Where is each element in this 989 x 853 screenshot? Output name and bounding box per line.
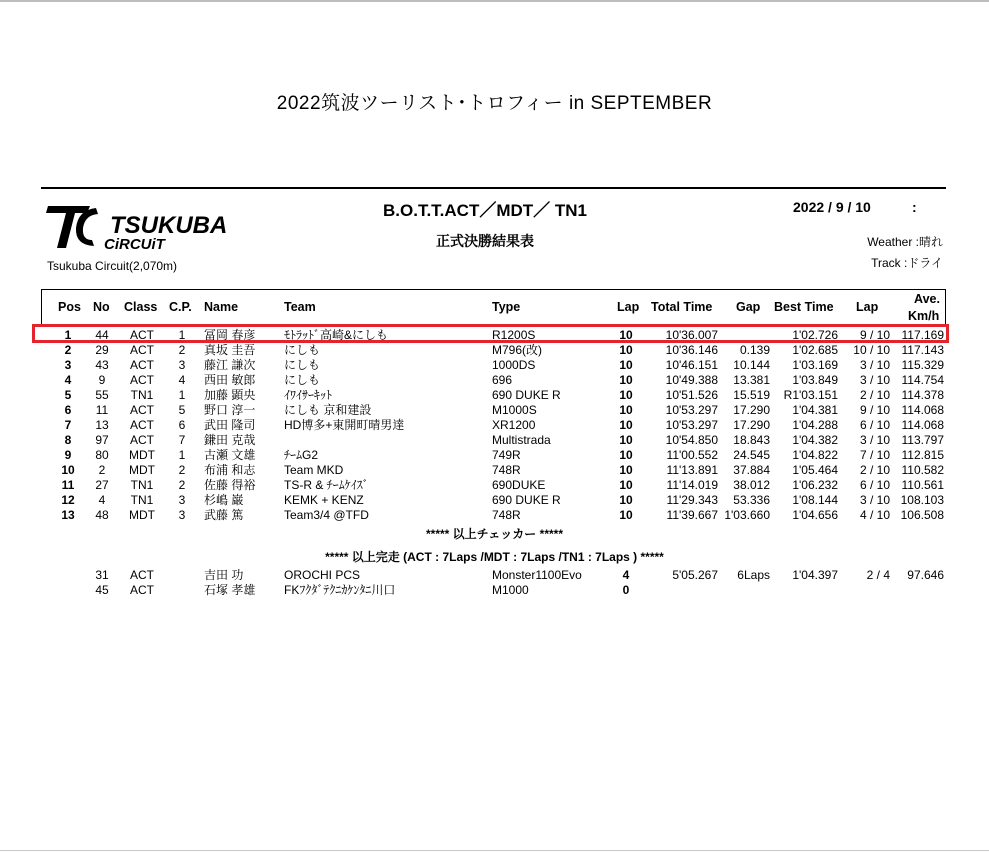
result-type: Multistrada	[492, 433, 551, 447]
result-cp: 2	[178, 463, 186, 477]
result-no: 11	[95, 403, 109, 417]
result-type: 690 DUKE R	[492, 388, 561, 402]
result-cp: 7	[178, 433, 186, 447]
result-gap: 38.012	[733, 478, 770, 492]
results-subtitle: 正式決勝結果表	[436, 233, 534, 249]
result-lap: 10	[619, 493, 633, 507]
col-team: Team	[284, 300, 316, 314]
race-date: 2022 / 9 / 10	[793, 199, 871, 215]
result-gap: 18.843	[733, 433, 770, 447]
result-pos: 6	[64, 403, 72, 417]
result-pos: 11	[61, 478, 75, 492]
result-pos: 12	[61, 493, 75, 507]
col-best-time: Best Time	[774, 300, 834, 314]
result-type: M796(改)	[492, 343, 543, 357]
table-row	[0, 493, 989, 508]
result-total-time: 10'54.850	[665, 433, 718, 447]
result-best-time: 1'04.381	[792, 403, 838, 417]
result-best-lap: 9 / 10	[859, 328, 890, 342]
result-best-time: R1'03.151	[783, 388, 838, 402]
result-cp: 4	[178, 373, 186, 387]
result-cp: 1	[178, 448, 186, 462]
result-name: 武田 隆司	[204, 418, 256, 432]
result-type: R1200S	[492, 328, 536, 342]
result-class: TN1	[130, 478, 154, 492]
dnf-row	[0, 568, 989, 583]
result-avg-speed: 115.329	[901, 358, 944, 372]
result-pos: 4	[64, 373, 72, 387]
result-gap: 1'03.660	[724, 508, 770, 522]
result-avg-speed: 110.582	[901, 463, 944, 477]
result-team: OROCHI PCS	[284, 568, 361, 582]
result-best-time: 1'03.169	[792, 358, 838, 372]
result-cp: 5	[178, 403, 186, 417]
result-class: ACT	[130, 328, 154, 342]
result-class: MDT	[129, 463, 155, 477]
col-pos: Pos	[58, 300, 81, 314]
table-row	[0, 478, 989, 493]
result-best-lap: 4 / 10	[859, 508, 890, 522]
result-best-time: 1'02.726	[792, 328, 838, 342]
result-best-time: 1'05.464	[792, 463, 838, 477]
result-lap: 10	[619, 463, 633, 477]
result-class: ACT	[130, 343, 154, 357]
result-no: 29	[95, 343, 109, 357]
result-total-time: 11'39.667	[666, 508, 718, 522]
result-best-lap: 3 / 10	[859, 433, 890, 447]
result-best-lap: 3 / 10	[859, 373, 890, 387]
result-lap: 10	[619, 373, 633, 387]
result-class: MDT	[129, 508, 155, 522]
result-gap: 6Laps	[737, 568, 770, 582]
result-best-lap: 10 / 10	[853, 343, 890, 357]
result-pos: 2	[64, 343, 72, 357]
result-type: 690 DUKE R	[492, 493, 561, 507]
result-name: 西田 敏郎	[204, 373, 256, 387]
result-team: FKﾌｸﾀﾞﾃｸﾆｶｹﾝﾀﾆ川口	[284, 583, 396, 597]
col-best-lap: Lap	[856, 300, 879, 314]
result-avg-speed: 113.797	[901, 433, 944, 447]
result-total-time: 10'53.297	[665, 403, 718, 417]
result-cp: 3	[178, 508, 186, 522]
result-team: にしも 京和建設	[284, 403, 372, 417]
col-total-time: Total Time	[651, 300, 713, 314]
result-type: XR1200	[492, 418, 536, 432]
result-avg-speed: 114.378	[901, 388, 944, 402]
result-best-lap: 3 / 10	[859, 358, 890, 372]
result-class: ACT	[130, 358, 154, 372]
result-name: 武藤 篤	[204, 508, 244, 522]
result-pos: 8	[64, 433, 72, 447]
result-avg-speed: 112.815	[901, 448, 944, 462]
top-border	[0, 0, 989, 2]
result-avg-speed: 114.068	[901, 418, 944, 432]
result-no: 80	[95, 448, 109, 462]
result-lap: 10	[619, 508, 633, 522]
result-lap: 10	[619, 418, 633, 432]
result-team: Team3/4 @TFD	[284, 508, 369, 522]
race-time: :	[912, 199, 917, 215]
logo-main-text: TSUKUBA	[110, 212, 228, 239]
result-type: M1000	[492, 583, 529, 597]
result-type: M1000S	[492, 403, 537, 417]
result-cp: 6	[178, 418, 186, 432]
result-no: 44	[95, 328, 109, 342]
result-type: Monster1100Evo	[492, 568, 582, 582]
result-cp: 1	[178, 328, 186, 342]
result-total-time: 10'36.146	[665, 343, 718, 357]
result-name: 加藤 顕央	[204, 388, 256, 402]
logo-sub-text: CiRCUiT	[104, 236, 165, 252]
result-pos: 9	[64, 448, 72, 462]
result-avg-speed: 117.143	[901, 343, 944, 357]
result-best-lap: 7 / 10	[859, 448, 890, 462]
result-name: 鎌田 克哉	[204, 433, 256, 447]
result-class: MDT	[129, 448, 155, 462]
result-gap: 10.144	[733, 358, 770, 372]
result-lap: 10	[619, 448, 633, 462]
result-gap: 53.336	[733, 493, 770, 507]
result-no: 13	[95, 418, 109, 432]
result-name: 古瀬 文雄	[204, 448, 256, 462]
result-cp: 2	[178, 343, 186, 357]
result-best-time: 1'04.288	[792, 418, 838, 432]
weather-info: Weather :晴れ	[867, 235, 943, 249]
col-lap: Lap	[617, 300, 640, 314]
result-avg-speed: 114.068	[901, 403, 944, 417]
result-pos: 10	[61, 463, 75, 477]
result-lap: 10	[619, 388, 633, 402]
result-pos: 1	[64, 328, 72, 342]
result-avg-speed: 106.508	[900, 508, 944, 522]
result-class: ACT	[130, 433, 154, 447]
result-no: 55	[95, 388, 109, 402]
header-rule	[41, 187, 946, 189]
result-gap: 0.139	[739, 343, 770, 357]
col-avg-line1: Ave.	[914, 292, 940, 306]
result-lap: 10	[619, 328, 633, 342]
result-class: TN1	[130, 493, 154, 507]
result-no: 45	[95, 583, 109, 597]
result-best-lap: 6 / 10	[859, 418, 890, 432]
checker-note: ***** 以上チェッカー *****	[425, 527, 563, 541]
result-best-time: 1'04.822	[792, 448, 838, 462]
table-row	[0, 448, 989, 463]
col-no: No	[93, 300, 110, 314]
result-lap: 10	[619, 403, 633, 417]
highlighted-row-marker	[32, 324, 949, 343]
result-lap: 10	[619, 478, 633, 492]
result-team: にしも	[284, 373, 321, 387]
result-gap: 17.290	[733, 418, 770, 432]
circuit-length: Tsukuba Circuit(2,070m)	[47, 259, 178, 273]
result-best-lap: 3 / 10	[859, 493, 890, 507]
table-row	[0, 343, 989, 358]
tsukuba-circuit-logo	[46, 200, 261, 252]
result-total-time: 11'00.552	[666, 448, 718, 462]
result-gap: 13.381	[733, 373, 770, 387]
table-row	[0, 463, 989, 478]
result-total-time: 11'14.019	[666, 478, 718, 492]
result-avg-speed: 97.646	[907, 568, 944, 582]
col-class: Class	[124, 300, 158, 314]
result-cp: 3	[178, 493, 186, 507]
result-gap: 15.519	[733, 388, 770, 402]
result-best-lap: 2 / 10	[859, 463, 890, 477]
result-name: 冨岡 春彦	[204, 328, 256, 342]
table-row	[0, 358, 989, 373]
result-best-lap: 2 / 4	[866, 568, 890, 582]
result-class: ACT	[130, 403, 154, 417]
table-row	[0, 508, 989, 523]
col-type: Type	[492, 300, 521, 314]
result-cp: 3	[178, 358, 186, 372]
result-pos: 5	[64, 388, 72, 402]
result-best-time: 1'04.397	[792, 568, 838, 582]
result-total-time: 11'13.891	[666, 463, 718, 477]
result-class: ACT	[130, 373, 154, 387]
result-team: ﾁｰﾑG2	[284, 448, 319, 462]
col-avg-line2: Km/h	[908, 309, 940, 323]
result-total-time: 10'46.151	[665, 358, 718, 372]
table-row	[0, 373, 989, 388]
track-info: Track :ドライ	[871, 256, 943, 270]
race-title: B.O.T.T.ACT／MDT／ TN1	[383, 201, 587, 220]
result-type: 749R	[492, 448, 521, 462]
result-team: Team MKD	[284, 463, 344, 477]
result-best-time: 1'04.656	[792, 508, 838, 522]
result-type: 696	[492, 373, 513, 387]
result-pos: 13	[61, 508, 75, 522]
result-avg-speed: 117.169	[901, 328, 944, 342]
result-team: にしも	[284, 358, 321, 372]
result-total-time: 10'36.007	[665, 328, 718, 342]
result-total-time: 10'53.297	[665, 418, 718, 432]
col-cp: C.P.	[169, 300, 192, 314]
result-name: 藤江 謙次	[204, 358, 256, 372]
result-cp: 2	[178, 478, 186, 492]
result-best-time: 1'02.685	[792, 343, 838, 357]
result-avg-speed: 108.103	[900, 493, 944, 507]
result-class: TN1	[130, 388, 154, 402]
result-no: 31	[95, 568, 109, 582]
result-class: ACT	[130, 583, 154, 597]
result-name: 杉嶋 巌	[204, 493, 244, 507]
result-type: 748R	[492, 463, 521, 477]
result-pos: 3	[64, 358, 72, 372]
result-total-time: 11'29.343	[666, 493, 718, 507]
result-team: KEMK + KENZ	[284, 493, 364, 507]
result-avg-speed: 114.754	[901, 373, 944, 387]
result-no: 97	[95, 433, 109, 447]
result-best-lap: 2 / 10	[859, 388, 890, 402]
result-avg-speed: 110.561	[901, 478, 944, 492]
result-gap: 37.884	[733, 463, 770, 477]
result-name: 真坂 圭吾	[204, 343, 256, 357]
result-lap: 4	[622, 568, 630, 582]
table-row	[0, 388, 989, 403]
result-cp: 1	[178, 388, 186, 402]
result-total-time: 10'49.388	[665, 373, 718, 387]
result-type: 1000DS	[492, 358, 536, 372]
table-row	[0, 403, 989, 418]
col-gap: Gap	[736, 300, 761, 314]
result-team: ｲﾜｲｻｰｷｯﾄ	[284, 388, 333, 402]
page-title: 2022筑波ツーリスト･トロフィー in SEPTEMBER	[276, 93, 713, 114]
result-name: 布浦 和志	[204, 463, 256, 477]
finish-note: ***** 以上完走 (ACT : 7Laps /MDT : 7Laps /TN1 : 7Laps ) *****	[325, 550, 664, 564]
result-no: 9	[98, 373, 106, 387]
result-name: 石塚 孝雄	[204, 583, 256, 597]
result-best-time: 1'08.144	[792, 493, 838, 507]
result-total-time: 5'05.267	[672, 568, 718, 582]
result-team: にしも	[284, 343, 321, 357]
table-row	[0, 418, 989, 433]
result-type: 748R	[492, 508, 521, 522]
bottom-border	[0, 850, 989, 851]
result-name: 佐藤 得裕	[204, 478, 256, 492]
result-total-time: 10'51.526	[665, 388, 718, 402]
table-row	[0, 433, 989, 448]
result-lap: 10	[619, 433, 633, 447]
result-class: ACT	[130, 568, 154, 582]
result-gap: 17.290	[733, 403, 770, 417]
dnf-row	[0, 583, 989, 598]
result-lap: 10	[619, 343, 633, 357]
result-name: 野口 淳一	[204, 403, 256, 417]
result-no: 48	[95, 508, 109, 522]
result-lap: 0	[622, 583, 630, 597]
result-best-lap: 6 / 10	[859, 478, 890, 492]
result-name: 吉田 功	[204, 568, 244, 582]
result-best-time: 1'03.849	[792, 373, 838, 387]
result-class: ACT	[130, 418, 154, 432]
result-gap: 24.545	[733, 448, 770, 462]
result-lap: 10	[619, 358, 633, 372]
result-best-time: 1'04.382	[792, 433, 838, 447]
result-team: TS-R & ﾁｰﾑｹｲｽﾞ	[284, 478, 369, 492]
result-no: 4	[98, 493, 106, 507]
col-name: Name	[204, 300, 239, 314]
result-type: 690DUKE	[492, 478, 546, 492]
result-no: 27	[95, 478, 109, 492]
result-team: HD博多+東開町晴男達	[284, 418, 405, 432]
result-team: ﾓﾄﾗｯﾄﾞ高崎&にしも	[284, 328, 389, 342]
result-no: 43	[95, 358, 109, 372]
result-pos: 7	[64, 418, 72, 432]
result-no: 2	[98, 463, 106, 477]
result-best-time: 1'06.232	[792, 478, 838, 492]
result-best-lap: 9 / 10	[859, 403, 890, 417]
